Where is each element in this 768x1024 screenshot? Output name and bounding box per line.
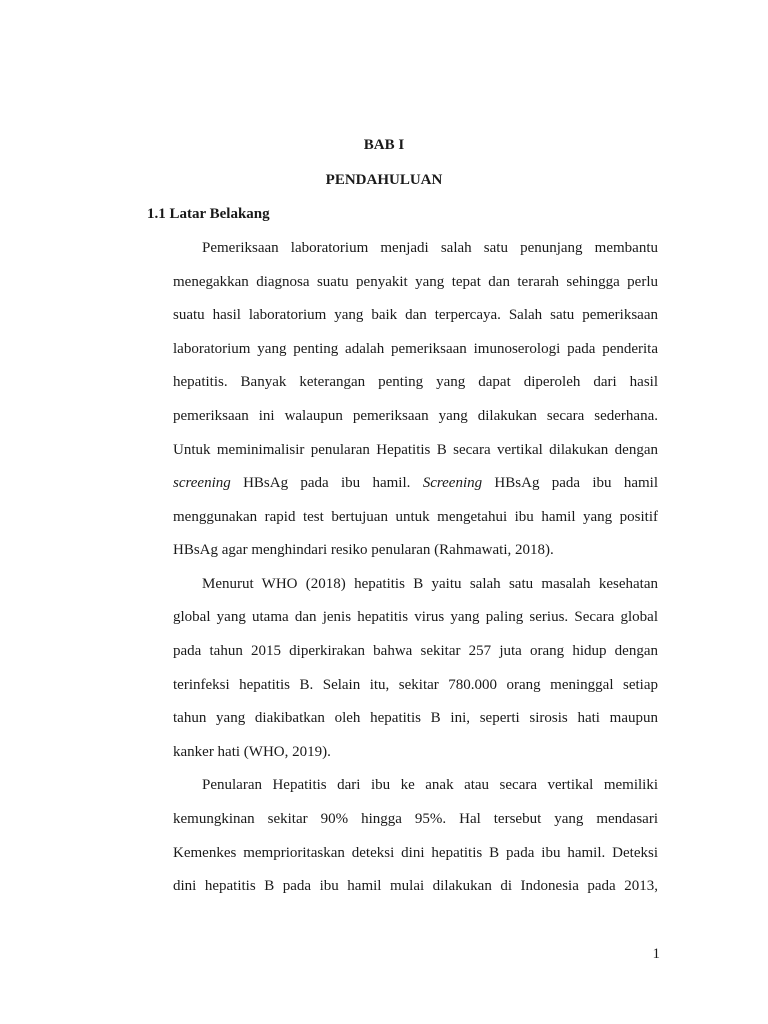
paragraph-1-line-4: laboratorium yang penting adalah pemeriksaan imunoserologi pada penderita [173, 341, 658, 357]
paragraph-1-line-2: menegakkan diagnosa suatu penyakit yang tepat dan terarah sehingga perlu [173, 274, 658, 290]
line-text: HBsAg pada ibu hamil. [230, 475, 423, 491]
paragraph-1-line-5: hepatitis. Banyak keterangan penting yang dapat diperoleh dari hasil [173, 374, 658, 390]
paragraph-1-line-1: Pemeriksaan laboratorium menjadi salah satu penunjang membantu [202, 240, 658, 256]
paragraph-2-line-2: global yang utama dan jenis hepatitis virus yang paling serius. Secara global [173, 609, 658, 625]
paragraph-2-line-5: tahun yang diakibatkan oleh hepatitis B ini, seperti sirosis hati maupun [173, 710, 658, 726]
line-text: HBsAg pada ibu hamil [482, 475, 658, 491]
paragraph-1-line-8 [173, 473, 658, 493]
paragraph-3-line-4: dini hepatitis B pada ibu hamil mulai dilakukan di Indonesia pada 2013, [173, 878, 658, 894]
paragraph-2-line-3: pada tahun 2015 diperkirakan bahwa sekitar 257 juta orang hidup dengan [173, 643, 658, 659]
paragraph-1-line-10: HBsAg agar menghindari resiko penularan (Rahmawati, 2018). [173, 542, 554, 558]
paragraph-3-line-1: Penularan Hepatitis dari ibu ke anak atau secara vertikal memiliki [202, 777, 658, 793]
paragraph-3-line-3: Kemenkes memprioritaskan deteksi dini hepatitis B pada ibu hamil. Deteksi [173, 845, 658, 861]
page-number: 1 [652, 946, 660, 962]
paragraph-3-line-2: kemungkinan sekitar 90% hingga 95%. Hal tersebut yang mendasari [173, 811, 658, 827]
section-heading: 1.1 Latar Belakang [147, 206, 270, 222]
paragraph-2-line-1: Menurut WHO (2018) hepatitis B yaitu salah satu masalah kesehatan [202, 576, 658, 592]
paragraph-1-line-9: menggunakan rapid test bertujuan untuk mengetahui ibu hamil yang positif [173, 509, 658, 525]
chapter-number: BAB I [363, 137, 405, 153]
chapter-title: PENDAHULUAN [325, 172, 443, 188]
paragraph-2-line-6: kanker hati (WHO, 2019). [173, 744, 331, 760]
paragraph-1-line-7: Untuk meminimalisir penularan Hepatitis B secara vertikal dilakukan dengan [173, 442, 658, 458]
paragraph-1-line-3: suatu hasil laboratorium yang baik dan terpercaya. Salah satu pemeriksaan [173, 307, 658, 323]
paragraph-2-line-4: terinfeksi hepatitis B. Selain itu, sekitar 780.000 orang meninggal setiap [173, 677, 658, 693]
italic-term-screening-capital: Screening [422, 475, 483, 491]
paragraph-1-line-6: pemeriksaan ini walaupun pemeriksaan yang dilakukan secara sederhana. [173, 408, 658, 424]
italic-term-screening: screening [173, 475, 231, 491]
